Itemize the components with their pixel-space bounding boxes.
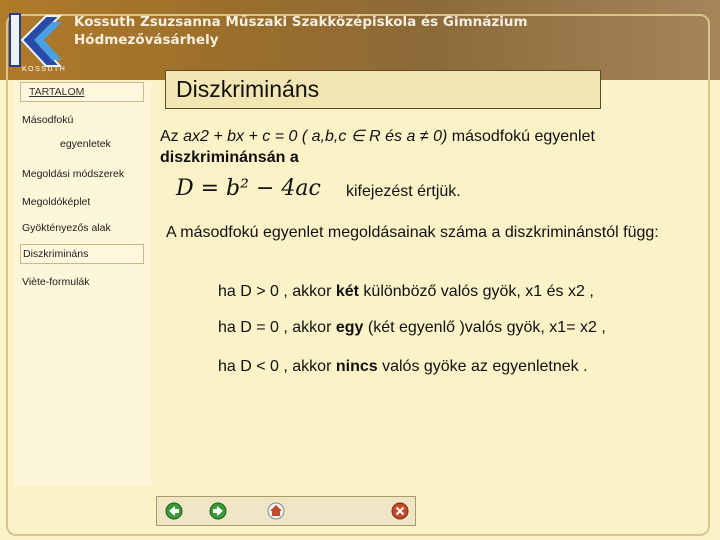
case-negative-post: valós gyöke az egyenletnek . <box>377 358 588 375</box>
sidebar-item-megoldokeplet[interactable]: Megoldóképlet <box>22 196 91 208</box>
case-positive-bold: két <box>335 283 359 300</box>
case-zero-pre: ha D = 0 , akkor <box>218 319 336 336</box>
sidebar <box>14 82 151 486</box>
close-icon[interactable] <box>391 502 409 520</box>
case-positive-pre: ha D > 0 , akkor <box>218 283 336 300</box>
sidebar-active-box[interactable] <box>20 244 144 264</box>
case-positive-post: különböző valós gyök, x1 és x2 , <box>358 283 594 300</box>
sidebar-item-megoldasi-modszerek[interactable]: Megoldási módszerek <box>22 168 125 180</box>
sidebar-toc-box[interactable] <box>20 82 144 102</box>
case-negative-bold: nincs <box>335 358 378 375</box>
back-arrow-icon[interactable] <box>165 502 183 520</box>
intro-term: diszkriminánsán a <box>160 149 299 166</box>
intro-rest: másodfokú egyenlet <box>447 128 595 145</box>
intro-az: Az <box>160 128 184 145</box>
case-positive <box>218 281 594 302</box>
bottom-navbar <box>156 496 416 526</box>
intro-paragraph <box>160 126 670 168</box>
sidebar-item-diszkriminans[interactable]: Diszkrimináns <box>23 248 89 260</box>
sidebar-item-toc[interactable]: TARTALOM <box>29 86 85 98</box>
case-negative-pre: ha D < 0 , akkor <box>218 358 336 375</box>
school-city: Hódmezővásárhely <box>74 32 219 48</box>
school-name: Kossuth Zsuzsanna Műszaki Szakközépiskola és Gimnázium <box>74 14 528 30</box>
case-zero <box>218 317 606 338</box>
sidebar-item-masodfoku[interactable]: Másodfokú <box>22 114 74 126</box>
statement-paragraph: A másodfokú egyenlet megoldásainak száma a diszkriminánstól függ: <box>166 224 659 241</box>
case-zero-bold: egy <box>335 319 364 336</box>
school-logo <box>8 12 68 74</box>
page-title-box <box>165 70 601 109</box>
sidebar-item-egyenletek[interactable]: egyenletek <box>60 138 111 150</box>
page-title: Diszkrimináns <box>176 76 320 102</box>
intro-equation: ax2 + bx + c = 0 ( a,b,c ∈ R és a ≠ 0) <box>183 128 448 145</box>
formula-after-text: kifejezést értjük. <box>346 183 461 200</box>
discriminant-formula: D = b² − 4ac <box>176 176 321 201</box>
sidebar-item-viete[interactable]: Viète-formulák <box>22 276 90 288</box>
home-icon[interactable] <box>267 502 285 520</box>
logo-caption: KOSSUTH <box>22 66 67 73</box>
case-zero-post: (két egyenlő )valós gyök, x1= x2 , <box>363 319 606 336</box>
sidebar-item-gyoktenyezos-alak[interactable]: Gyöktényezős alak <box>22 222 111 234</box>
case-negative <box>218 356 588 377</box>
forward-arrow-icon[interactable] <box>209 502 227 520</box>
